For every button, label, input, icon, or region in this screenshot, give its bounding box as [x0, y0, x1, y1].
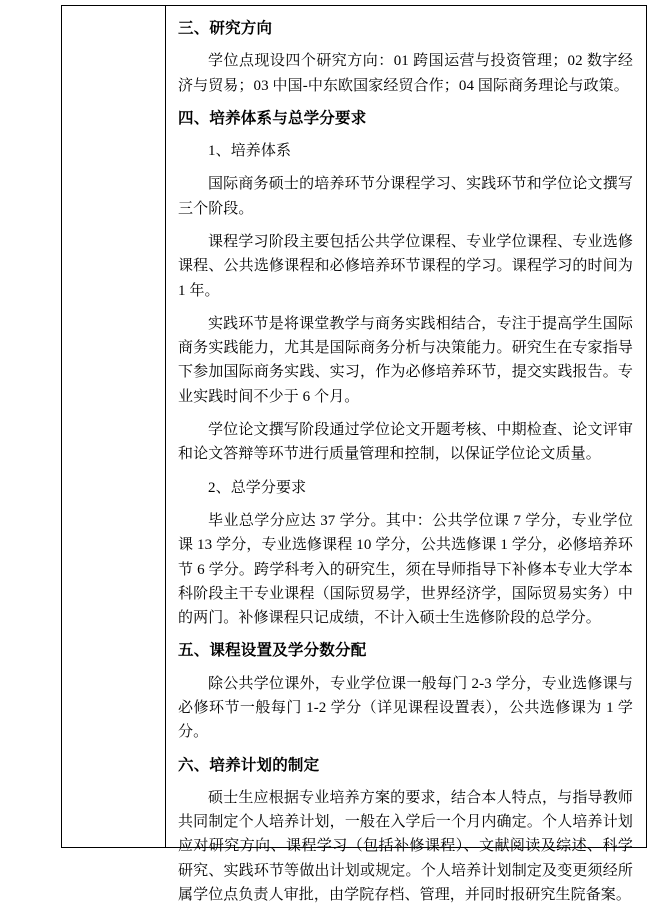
section-heading: 六、培养计划的制定 — [178, 756, 320, 774]
paragraph: 毕业总学分应达 37 学分。其中：公共学位课 7 学分，专业学位课 13 学分，专业选修课程 10 学分，公共选修课 1 学分，必修培养环节 6 学分。跨学科考入的研究生，须在导师指导下补修本专业大学本科阶段主干专业课程（国际贸易学，世界经济学，国际贸易实务）中的两门。补修课程只记成绩，不计入硕士生选修阶段的总学分。 — [178, 512, 633, 627]
paragraph: 除公共学位课外，专业学位课一般每门 2-3 学分，专业选修课与必修环节一般每门 1-2 学分（详见课程设置表），公共选修课为 1 学分。 — [178, 675, 633, 741]
paragraph: 硕士生应根据专业培养方案的要求，结合本人特点，与指导教师共同制定个人培养计划，一般在入学后一个月内确定。个人培养计划应对研究方向、课程学习（包括补修课程）、文献阅读及综述、科学研究、实践环节等做出计划或规定。个人培养计划制定及变更须经所属学位点负责人审批，由学院存档、管理，并同时报研究生院备案。 — [178, 789, 633, 904]
paragraph: 国际商务硕士的培养环节分课程学习、实践环节和学位论文撰写三个阶段。 — [178, 176, 633, 217]
paragraph: 实践环节是将课堂教学与商务实践相结合，专注于提高学生国际商务实践能力，尤其是国际商务分析与决策能力。研究生在专家指导下参加国际商务实践、实习，作为必修培养环节，提交实践报告。专业实践时间不少于 6 个月。 — [178, 315, 633, 405]
subsection-heading: 1、培养体系 — [208, 143, 292, 160]
table-content-column — [166, 6, 646, 904]
document-table — [61, 5, 647, 904]
paragraph: 学位论文撰写阶段通过学位论文开题考核、中期检查、论文评审和论文答辩等环节进行质量管理和控制，以保证学位论文质量。 — [178, 422, 633, 463]
paragraph: 学位点现设四个研究方向：01 跨国运营与投资管理；02 数字经济与贸易；03 中国-中东欧国家经贸合作；04 国际商务理论与政策。 — [178, 53, 633, 94]
section-heading: 三、研究方向 — [178, 20, 273, 37]
section-heading: 五、课程设置及学分数分配 — [178, 642, 367, 660]
paragraph: 课程学习阶段主要包括公共学位课程、专业学位课程、专业选修课程、公共选修课程和必修培养环节课程的学习。课程学习的时间为 1 年。 — [178, 233, 633, 299]
section-heading: 四、培养体系与总学分要求 — [178, 109, 367, 127]
subsection-heading: 2、总学分要求 — [208, 479, 307, 496]
table-left-column — [62, 6, 166, 847]
